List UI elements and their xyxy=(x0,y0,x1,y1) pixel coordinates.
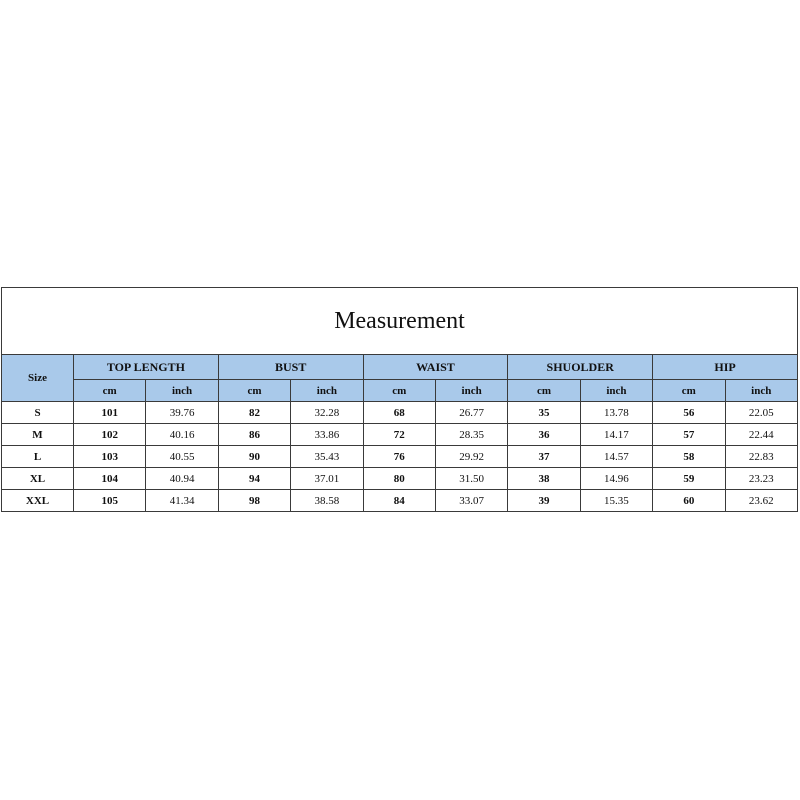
group-header-shoulder: SHUOLDER xyxy=(508,355,653,380)
cm-value-cell: 58 xyxy=(653,446,725,468)
group-header-bust: BUST xyxy=(218,355,363,380)
group-header-row xyxy=(2,355,798,380)
group-header-top-length: TOP LENGTH xyxy=(74,355,219,380)
inch-value-cell: 33.07 xyxy=(435,490,507,512)
table-row xyxy=(2,468,798,490)
inch-value-cell: 40.55 xyxy=(146,446,218,468)
group-header-hip: HIP xyxy=(653,355,798,380)
inch-value-cell: 15.35 xyxy=(580,490,652,512)
cm-value-cell: 37 xyxy=(508,446,580,468)
table-row xyxy=(2,424,798,446)
unit-header-inch: inch xyxy=(725,380,797,402)
cm-value-cell: 105 xyxy=(74,490,146,512)
cm-value-cell: 101 xyxy=(74,402,146,424)
inch-value-cell: 23.62 xyxy=(725,490,797,512)
cm-value-cell: 90 xyxy=(218,446,290,468)
unit-header-inch: inch xyxy=(291,380,363,402)
unit-header-inch: inch xyxy=(146,380,218,402)
inch-value-cell: 40.16 xyxy=(146,424,218,446)
table-row xyxy=(2,490,798,512)
cm-value-cell: 68 xyxy=(363,402,435,424)
cm-value-cell: 38 xyxy=(508,468,580,490)
table-row xyxy=(2,402,798,424)
inch-value-cell: 41.34 xyxy=(146,490,218,512)
cm-value-cell: 94 xyxy=(218,468,290,490)
inch-value-cell: 33.86 xyxy=(291,424,363,446)
inch-value-cell: 32.28 xyxy=(291,402,363,424)
cm-value-cell: 56 xyxy=(653,402,725,424)
inch-value-cell: 39.76 xyxy=(146,402,218,424)
cm-value-cell: 59 xyxy=(653,468,725,490)
inch-value-cell: 31.50 xyxy=(435,468,507,490)
table-title: Measurement xyxy=(2,288,798,355)
inch-value-cell: 37.01 xyxy=(291,468,363,490)
table-body xyxy=(2,402,798,512)
unit-header-cm: cm xyxy=(218,380,290,402)
cm-value-cell: 84 xyxy=(363,490,435,512)
inch-value-cell: 14.96 xyxy=(580,468,652,490)
size-chart xyxy=(1,287,798,512)
cm-value-cell: 102 xyxy=(74,424,146,446)
inch-value-cell: 28.35 xyxy=(435,424,507,446)
cm-value-cell: 98 xyxy=(218,490,290,512)
inch-value-cell: 22.83 xyxy=(725,446,797,468)
unit-header-cm: cm xyxy=(653,380,725,402)
cm-value-cell: 104 xyxy=(74,468,146,490)
size-cell: XL xyxy=(2,468,74,490)
cm-value-cell: 86 xyxy=(218,424,290,446)
cm-value-cell: 80 xyxy=(363,468,435,490)
inch-value-cell: 22.05 xyxy=(725,402,797,424)
cm-value-cell: 72 xyxy=(363,424,435,446)
inch-value-cell: 14.57 xyxy=(580,446,652,468)
cm-value-cell: 35 xyxy=(508,402,580,424)
unit-header-cm: cm xyxy=(363,380,435,402)
inch-value-cell: 26.77 xyxy=(435,402,507,424)
inch-value-cell: 38.58 xyxy=(291,490,363,512)
inch-value-cell: 40.94 xyxy=(146,468,218,490)
measurement-table xyxy=(1,287,798,512)
cm-value-cell: 103 xyxy=(74,446,146,468)
size-cell: M xyxy=(2,424,74,446)
size-cell: XXL xyxy=(2,490,74,512)
unit-header-cm: cm xyxy=(508,380,580,402)
unit-header-row xyxy=(2,380,798,402)
inch-value-cell: 22.44 xyxy=(725,424,797,446)
size-column-header: Size xyxy=(2,355,74,402)
unit-header-inch: inch xyxy=(580,380,652,402)
inch-value-cell: 23.23 xyxy=(725,468,797,490)
inch-value-cell: 14.17 xyxy=(580,424,652,446)
cm-value-cell: 76 xyxy=(363,446,435,468)
cm-value-cell: 57 xyxy=(653,424,725,446)
size-cell: L xyxy=(2,446,74,468)
cm-value-cell: 82 xyxy=(218,402,290,424)
cm-value-cell: 39 xyxy=(508,490,580,512)
unit-header-cm: cm xyxy=(74,380,146,402)
cm-value-cell: 36 xyxy=(508,424,580,446)
unit-header-inch: inch xyxy=(435,380,507,402)
group-header-waist: WAIST xyxy=(363,355,508,380)
inch-value-cell: 29.92 xyxy=(435,446,507,468)
size-cell: S xyxy=(2,402,74,424)
inch-value-cell: 13.78 xyxy=(580,402,652,424)
table-row xyxy=(2,446,798,468)
inch-value-cell: 35.43 xyxy=(291,446,363,468)
cm-value-cell: 60 xyxy=(653,490,725,512)
